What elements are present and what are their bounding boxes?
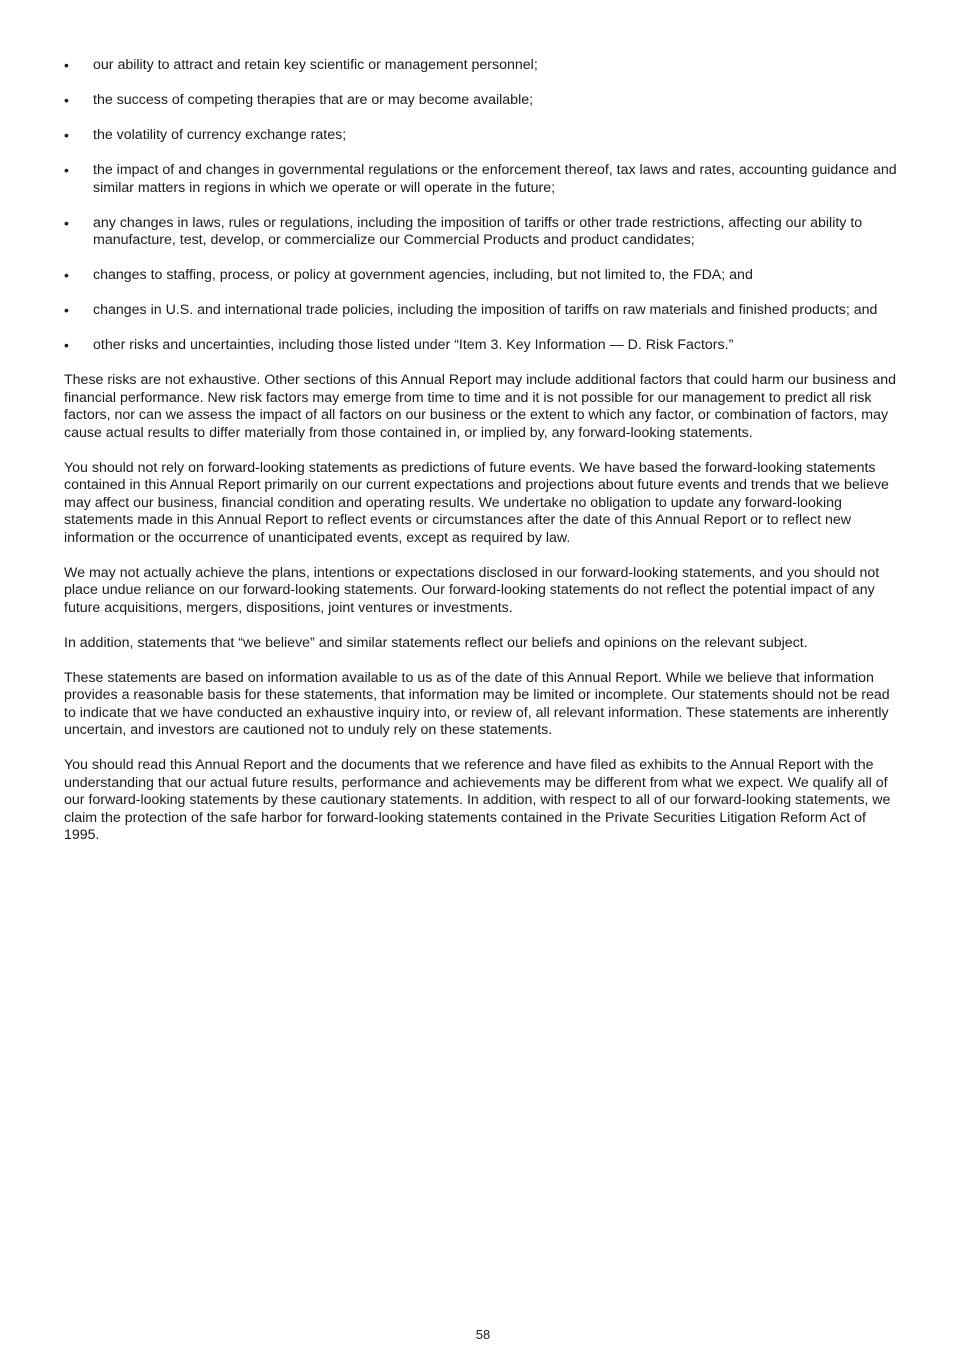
bullet-marker: • <box>64 162 69 178</box>
list-item <box>64 215 904 250</box>
risk-bullet-list <box>64 57 904 355</box>
list-item <box>64 92 904 110</box>
document-page <box>64 57 904 862</box>
bullet-marker: • <box>64 337 69 353</box>
bullet-marker: • <box>64 57 69 73</box>
bullet-marker: • <box>64 214 69 231</box>
paragraph-risks-not-exhaustive: These risks are not exhaustive. Other sections of this Annual Report may include additional factors that could harm our business and financial performance. New risk factors may emerge from time to time and it is not possible for our management to predict all risk factors, nor can we assess the impact of all factors on our business or the extent to which any factor, or combination of factors, may cause actual results to differ materially from those contained in, or implied by, any forward-looking statements. <box>64 372 896 441</box>
list-item-text: changes to staffing, process, or policy at government agencies, including, but not limited to, the FDA; and <box>93 267 753 283</box>
bullet-marker: • <box>64 302 69 318</box>
list-item-text: the volatility of currency exchange rates; <box>93 127 347 143</box>
bullet-marker: • <box>64 127 69 143</box>
paragraph-information-available: These statements are based on information available to us as of the date of this Annual Report. While we believe that information provides a reasonable basis for these statements, that information may be limited or incomplete. Our statements should not be read to indicate that we have conducted an exhaustive inquiry into, or review of, all relevant information. These statements are inherently uncertain, and investors are cautioned not to unduly rely on these statements. <box>64 669 890 738</box>
list-item <box>64 127 904 145</box>
paragraph-read-annual-report: You should read this Annual Report and the documents that we reference and have filed as exhibits to the Annual Report with the understanding that our actual future results, performance and achievements may be different from what we expect. We qualify all of our forward-looking statements by these cautionary statements. In addition, with respect to all of our forward-looking statements, we claim the protection of the safe harbor for forward-looking statements contained in the Private Securities Litigation Reform Act of 1995. <box>64 757 891 843</box>
list-item <box>64 57 904 75</box>
list-item <box>64 302 904 320</box>
list-item-text: the success of competing therapies that are or may become available; <box>93 92 534 108</box>
paragraph-we-believe: In addition, statements that “we believe” and similar statements reflect our beliefs and opinions on the relevant subject. <box>64 634 808 651</box>
list-item <box>64 162 904 197</box>
list-item-text: other risks and uncertainties, including those listed under “Item 3. Key Information — D. Risk Factors.” <box>93 337 734 353</box>
list-item-text: any changes in laws, rules or regulations, including the imposition of tariffs or other trade restrictions, affecting our ability to manufacture, test, develop, or commercialize our Commercial Products and product candidates; <box>93 214 863 248</box>
list-item-text: our ability to attract and retain key scientific or management personnel; <box>93 57 538 73</box>
bullet-marker: • <box>64 92 69 108</box>
page-number: 58 <box>475 1327 491 1342</box>
list-item <box>64 337 904 355</box>
list-item-text: changes in U.S. and international trade policies, including the imposition of tariffs on raw materials and finished products; and <box>93 302 878 318</box>
list-item-text: the impact of and changes in governmental regulations or the enforcement thereof, tax laws and rates, accounting guidance and similar matters in regions in which we operate or will operate in the future; <box>93 162 897 196</box>
list-item <box>64 267 904 285</box>
paragraph-do-not-rely: You should not rely on forward-looking statements as predictions of future events. We have based the forward-looking statements contained in this Annual Report primarily on our current expectations and projections about future events and trends that we believe may affect our business, financial condition and operating results. We undertake no obligation to update any forward-looking statements made in this Annual Report to reflect events or circumstances after the date of this Annual Report or to reflect new information or the occurrence of unanticipated events, except as required by law. <box>64 459 889 546</box>
bullet-marker: • <box>64 267 69 283</box>
paragraph-may-not-achieve: We may not actually achieve the plans, intentions or expectations disclosed in our forward-looking statements, and you should not place undue reliance on our forward-looking statements. Our forward-looking statements do not reflect the potential impact of any future acquisitions, mergers, dispositions, joint ventures or investments. <box>64 564 880 616</box>
